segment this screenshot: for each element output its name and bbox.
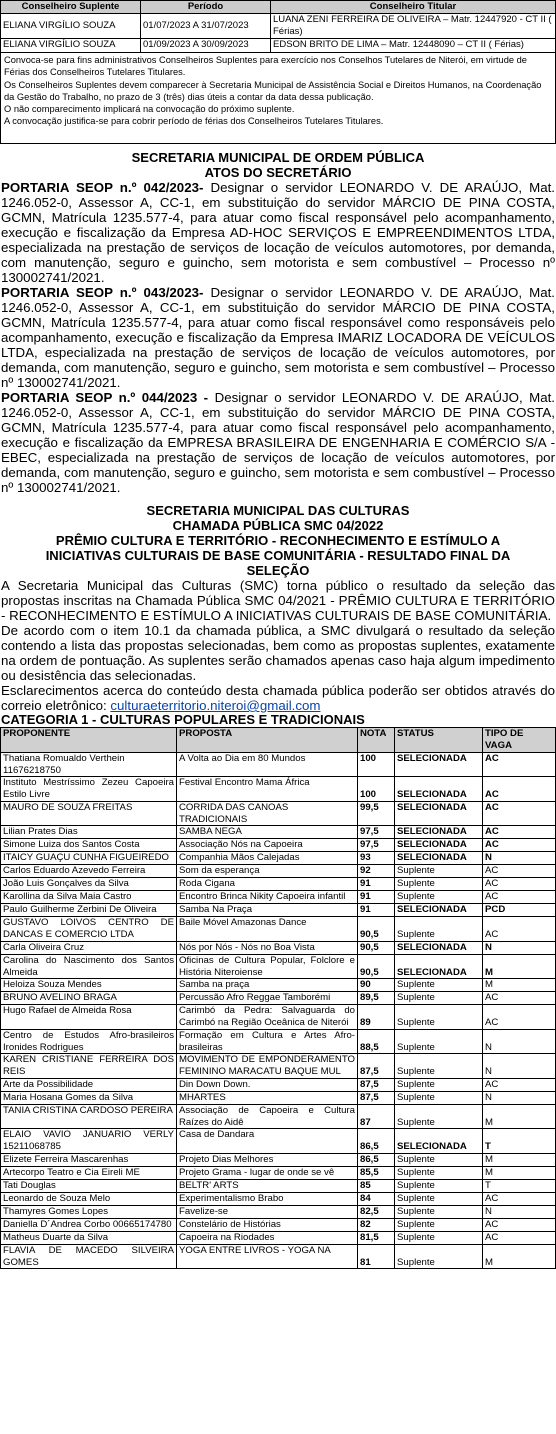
proponente-cell: Daniella D´Andrea Corbo 00665174780 bbox=[1, 1218, 177, 1231]
tipo-vaga-cell: M bbox=[483, 1166, 556, 1179]
portaria-042 bbox=[0, 180, 556, 285]
note-line: Os Conselheiros Suplentes devem comparecer à Secretaria Municipal de Assistência Social e Direitos Humanos, na Coordenação da Gestão do Trabalho, no prazo de 3 (três) dias úteis a contar da data dessa publicação. bbox=[4, 79, 542, 102]
proponente-cell: Carolina do Nascimento dos Santos Almeida bbox=[1, 954, 177, 979]
status-cell: Suplente bbox=[395, 1054, 483, 1079]
nota-cell: 85,5 bbox=[358, 1166, 395, 1179]
status-cell: SELECIONADA bbox=[395, 941, 483, 954]
smc-paragraph-2: De acordo com o item 10.1 da chamada pública, a SMC divulgará o resultado da seleção contendo a lista das propostas selecionadas, bem como as propostas suplentes, exatamente na ordem de pontuação. As suplentes serão chamados apenas caso haja algum impedimento ou desistência das selecionadas. bbox=[1, 623, 555, 683]
nota-cell: 86,5 bbox=[358, 1153, 395, 1166]
results-table bbox=[0, 727, 556, 1269]
table-row bbox=[1, 1091, 556, 1104]
proponente-cell: ITAICY GUAÇU CUNHA FIGUEIREDO bbox=[1, 852, 177, 865]
tipo-vaga-cell: N bbox=[483, 852, 556, 865]
status-cell: SELECIONADA bbox=[395, 839, 483, 852]
proposta-cell: Associação de Capoeira e Cultura Raízes do Aidê bbox=[177, 1104, 358, 1129]
col-header-suplente: Conselheiro Suplente bbox=[1, 1, 141, 14]
table-row bbox=[1, 39, 556, 53]
proponente-cell: FLAVIA DE MACEDO SILVEIRA GOMES bbox=[1, 1244, 177, 1269]
smc-subtitle: CHAMADA PÚBLICA SMC 04/2022 bbox=[172, 518, 384, 533]
table-row bbox=[1, 1192, 556, 1205]
tipo-vaga-cell: AC bbox=[483, 1078, 556, 1091]
portaria-text: Designar o servidor LEONARDO V. DE ARAÚJO, Mat. 1246.052-0, Assessor A, CC-1, em substituição do servidor MÁRCIO DE PINA COSTA, GCMN, Matrícula 1235.577-4, para atuar como fiscal responsável pelo acompanhamento, execução e fiscalização da Empresa AD-HOC SERVIÇOS E EMPREENDIMENTOS LTDA, especializada na prestação de serviços de locação de veículos automotores, por demanda, com manutenção, seguro e guincho, sem motorista e sem combustível – Processo nº 130002741/2021. bbox=[1, 180, 556, 285]
nota-cell: 89 bbox=[358, 1005, 395, 1030]
table-row bbox=[1, 1179, 556, 1192]
table-row bbox=[1, 979, 556, 992]
nota-cell: 81,5 bbox=[358, 1231, 395, 1244]
tipo-vaga-cell: M bbox=[483, 954, 556, 979]
nota-cell: 90 bbox=[358, 979, 395, 992]
nota-cell: 87,5 bbox=[358, 1078, 395, 1091]
col-header-nota: NOTA bbox=[358, 728, 395, 753]
tipo-vaga-cell: T bbox=[483, 1129, 556, 1154]
proposta-cell: Encontro Brinca Nikity Capoeira infantil bbox=[177, 891, 358, 904]
tipo-vaga-cell: M bbox=[483, 979, 556, 992]
smc-title: SECRETARIA MUNICIPAL DAS CULTURAS bbox=[146, 503, 410, 518]
tipo-vaga-cell: N bbox=[483, 1029, 556, 1054]
tipo-vaga-cell: N bbox=[483, 941, 556, 954]
table-row bbox=[1, 826, 556, 839]
table-cell: 01/07/2023 A 31/07/2023 bbox=[141, 14, 271, 39]
col-header-proponente: PROPONENTE bbox=[1, 728, 177, 753]
status-cell: SELECIONADA bbox=[395, 954, 483, 979]
status-cell: SELECIONADA bbox=[395, 904, 483, 917]
col-header-titular: Conselheiro Titular bbox=[271, 1, 556, 14]
proposta-cell: Constelário de Histórias bbox=[177, 1218, 358, 1231]
portaria-label: PORTARIA SEOP n.º 044/2023 - bbox=[1, 390, 209, 405]
proposta-cell: Samba Na Praça bbox=[177, 904, 358, 917]
proposta-cell: Som da esperança bbox=[177, 865, 358, 878]
tipo-vaga-cell: AC bbox=[483, 826, 556, 839]
tipo-vaga-cell: AC bbox=[483, 801, 556, 825]
status-cell: Suplente bbox=[395, 1179, 483, 1192]
table-row bbox=[1, 941, 556, 954]
status-cell: Suplente bbox=[395, 992, 483, 1005]
tipo-vaga-cell: AC bbox=[483, 878, 556, 891]
proposta-cell: A Volta ao Dia em 80 Mundos bbox=[177, 753, 358, 777]
proponente-cell: BRUNO AVELINO BRAGA bbox=[1, 992, 177, 1005]
smc-premio-title: PRÊMIO CULTURA E TERRITÓRIO - RECONHECIMENTO E ESTÍMULO A INICIATIVAS CULTURAIS DE BASE COMUNITÁRIA - RESULTADO FINAL DA SELEÇÃO bbox=[45, 533, 511, 578]
status-cell: Suplente bbox=[395, 865, 483, 878]
nota-cell: 100 bbox=[358, 753, 395, 777]
status-cell: SELECIONADA bbox=[395, 801, 483, 825]
nota-cell: 97,5 bbox=[358, 839, 395, 852]
tipo-vaga-cell: AC bbox=[483, 777, 556, 802]
proposta-cell: Roda Cigana bbox=[177, 878, 358, 891]
col-header-status: STATUS bbox=[395, 728, 483, 753]
proponente-cell: GUSTAVO LOIVOS CENTRO DE DANCAS E COMERCIO LTDA bbox=[1, 917, 177, 942]
proposta-cell: Festival Encontro Mama África bbox=[177, 777, 358, 802]
portaria-043 bbox=[0, 285, 556, 390]
status-cell: SELECIONADA bbox=[395, 852, 483, 865]
note-line: O não comparecimento implicará na convocação do próximo suplente. bbox=[4, 104, 295, 115]
proposta-cell: CORRIDA DAS CANOAS TRADICIONAIS bbox=[177, 801, 358, 825]
table-row bbox=[1, 1129, 556, 1154]
status-cell: Suplente bbox=[395, 1166, 483, 1179]
table-row bbox=[1, 1078, 556, 1091]
status-cell: Suplente bbox=[395, 1005, 483, 1030]
proposta-cell: Nós por Nós - Nós no Boa Vista bbox=[177, 941, 358, 954]
proponente-cell: Matheus Duarte da Silva bbox=[1, 1231, 177, 1244]
proposta-cell: Baile Móvel Amazonas Dance bbox=[177, 917, 358, 942]
table-row bbox=[1, 753, 556, 777]
table-row bbox=[1, 954, 556, 979]
nota-cell: 93 bbox=[358, 852, 395, 865]
table-row bbox=[1, 1153, 556, 1166]
proponente-cell: Elizete Ferreira Mascarenhas bbox=[1, 1153, 177, 1166]
table-row bbox=[1, 1029, 556, 1054]
proponente-cell: Artecorpo Teatro e Cia Eireli ME bbox=[1, 1166, 177, 1179]
proposta-cell: Percussão Afro Reggae Tamborémi bbox=[177, 992, 358, 1005]
nota-cell: 99,5 bbox=[358, 801, 395, 825]
status-cell: SELECIONADA bbox=[395, 826, 483, 839]
status-cell: Suplente bbox=[395, 1078, 483, 1091]
nota-cell: 90,5 bbox=[358, 941, 395, 954]
col-header-proposta: PROPOSTA bbox=[177, 728, 358, 753]
proponente-cell: Carla Oliveira Cruz bbox=[1, 941, 177, 954]
tipo-vaga-cell: N bbox=[483, 1205, 556, 1218]
nota-cell: 92 bbox=[358, 865, 395, 878]
tipo-vaga-cell: N bbox=[483, 1054, 556, 1079]
suplentes-table bbox=[0, 0, 556, 53]
proponente-cell: Maria Hosana Gomes da Silva bbox=[1, 1091, 177, 1104]
table-cell: 01/09/2023 A 30/09/2023 bbox=[141, 39, 271, 53]
table-row bbox=[1, 1231, 556, 1244]
status-cell: Suplente bbox=[395, 1091, 483, 1104]
proponente-cell: Lilian Prates Dias bbox=[1, 826, 177, 839]
proponente-cell: Centro de Estudos Afro-brasileiros Ironides Rodrigues bbox=[1, 1029, 177, 1054]
results-body bbox=[1, 753, 556, 1269]
tipo-vaga-cell: M bbox=[483, 1244, 556, 1269]
status-cell: Suplente bbox=[395, 1205, 483, 1218]
table-row bbox=[1, 839, 556, 852]
portaria-044 bbox=[0, 390, 556, 495]
nota-cell: 82,5 bbox=[358, 1205, 395, 1218]
seop-title: SECRETARIA MUNICIPAL DE ORDEM PÚBLICA bbox=[131, 150, 425, 165]
status-cell: Suplente bbox=[395, 878, 483, 891]
proponente-cell: Thatiana Romualdo Verthein 11676218750 bbox=[1, 753, 177, 777]
status-cell: Suplente bbox=[395, 1231, 483, 1244]
proposta-cell: Projeto Grama - lugar de onde se vê bbox=[177, 1166, 358, 1179]
proposta-cell: Din Down Down. bbox=[177, 1078, 358, 1091]
table-row bbox=[1, 1166, 556, 1179]
nota-cell: 88,5 bbox=[358, 1029, 395, 1054]
nota-cell: 90,5 bbox=[358, 917, 395, 942]
proposta-cell: Capoeira na Riodades bbox=[177, 1231, 358, 1244]
nota-cell: 91 bbox=[358, 891, 395, 904]
col-header-tipo: TIPO DE VAGA bbox=[483, 728, 556, 753]
table-row bbox=[1, 852, 556, 865]
proponente-cell: Karollina da Silva Maia Castro bbox=[1, 891, 177, 904]
proposta-cell: Formação em Cultura e Artes Afro-brasileiras bbox=[177, 1029, 358, 1054]
proponente-cell: KAREN CRISTIANE FERREIRA DOS REIS bbox=[1, 1054, 177, 1079]
portaria-label: PORTARIA SEOP n.º 043/2023- bbox=[1, 285, 204, 300]
tipo-vaga-cell: AC bbox=[483, 1218, 556, 1231]
proponente-cell: Heloiza Souza Mendes bbox=[1, 979, 177, 992]
convocation-note bbox=[0, 53, 556, 144]
proponente-cell: Carlos Eduardo Azevedo Ferreira bbox=[1, 865, 177, 878]
category-title: CATEGORIA 1 - CULTURAS POPULARES E TRADICIONAIS bbox=[1, 712, 365, 727]
smc-paragraph-3 bbox=[0, 683, 556, 713]
proposta-cell: SAMBA NEGA bbox=[177, 826, 358, 839]
proposta-cell: Experimentalismo Brabo bbox=[177, 1192, 358, 1205]
nota-cell: 97,5 bbox=[358, 826, 395, 839]
nota-cell: 87 bbox=[358, 1104, 395, 1129]
note-line: A convocação justifica-se para cobrir período de férias dos Conselheiros Tutelares Titulares. bbox=[4, 116, 384, 127]
table-row bbox=[1, 878, 556, 891]
table-row bbox=[1, 801, 556, 825]
table-row bbox=[1, 904, 556, 917]
table-row bbox=[1, 992, 556, 1005]
status-cell: Suplente bbox=[395, 1244, 483, 1269]
nota-cell: 90,5 bbox=[358, 954, 395, 979]
proponente-cell: Instituto Mestríssimo Zezeu Capoeira Estilo Livre bbox=[1, 777, 177, 802]
table-cell: ELIANA VIRGÍLIO SOUZA bbox=[1, 39, 141, 53]
table-row bbox=[1, 865, 556, 878]
tipo-vaga-cell: PCD bbox=[483, 904, 556, 917]
nota-cell: 91 bbox=[358, 878, 395, 891]
portaria-text: Designar o servidor LEONARDO V. DE ARAÚJO, Mat. 1246.052-0, Assessor A, CC-1, em substituição do servidor MÁRCIO DE PINA COSTA, GCMN, Matrícula 1235.577-4, para atuar como fiscal responsável como responsáveis pelo acompanhamento, execução e fiscalização da Empresa IMARIZ LOCADORA DE VEÍCULOS LTDA, especializada na prestação de serviços de locação de veículos automotores, por demanda, com manutenção, seguro e guincho, sem motorista e sem combustível – Processo nº 130002741/2021. bbox=[1, 285, 556, 390]
proposta-cell: BELTR' ARTS bbox=[177, 1179, 358, 1192]
col-header-periodo: Período bbox=[141, 1, 271, 14]
table-cell: LUANA ZENI FERREIRA DE OLIVEIRA – Matr. 12447920 - CT II ( Férias) bbox=[271, 14, 556, 39]
status-cell: Suplente bbox=[395, 1192, 483, 1205]
table-row bbox=[1, 777, 556, 802]
proponente-cell: Tati Douglas bbox=[1, 1179, 177, 1192]
proponente-cell: ELAIO VAVIO JANUARIO VERLY 15211068785 bbox=[1, 1129, 177, 1154]
proposta-cell: Projeto Dias Melhores bbox=[177, 1153, 358, 1166]
nota-cell: 89,5 bbox=[358, 992, 395, 1005]
proponente-cell: MAURO DE SOUZA FREITAS bbox=[1, 801, 177, 825]
email-link[interactable]: culturaeterritorio.niteroi@gmail.com bbox=[110, 698, 321, 713]
table-row bbox=[1, 1205, 556, 1218]
nota-cell: 91 bbox=[358, 904, 395, 917]
nota-cell: 87,5 bbox=[358, 1091, 395, 1104]
status-cell: SELECIONADA bbox=[395, 753, 483, 777]
status-cell: SELECIONADA bbox=[395, 777, 483, 802]
tipo-vaga-cell: AC bbox=[483, 891, 556, 904]
proposta-cell: Oficinas de Cultura Popular, Folclore e História Niteroiense bbox=[177, 954, 358, 979]
proponente-cell: Paulo Guilherme Zerbini De Oliveira bbox=[1, 904, 177, 917]
nota-cell: 86,5 bbox=[358, 1129, 395, 1154]
tipo-vaga-cell: T bbox=[483, 1179, 556, 1192]
proponente-cell: Hugo Rafael de Almeida Rosa bbox=[1, 1005, 177, 1030]
status-cell: Suplente bbox=[395, 979, 483, 992]
tipo-vaga-cell: AC bbox=[483, 865, 556, 878]
table-row bbox=[1, 917, 556, 942]
smc-paragraph-1: A Secretaria Municipal das Culturas (SMC) torna público o resultado da seleção das propostas inscritas na Chamada Pública SMC 04/2021 - PRÊMIO CULTURA E TERRITÓRIO - RECONHECIMENTO E ESTÍMULO A INICIATIVAS CULTURAIS DE BASE COMUNITÁRIA. bbox=[1, 578, 555, 623]
portaria-text: Designar o servidor LEONARDO V. DE ARAÚJO, Mat. 1246.052-0, Assessor A, CC-1, em substituição do servidor MÁRCIO DE PINA COSTA, GCMN, Matrícula 1235.577-4, para atuar como fiscal responsável pelo acompanhamento, execução e fiscalização da EMPRESA BRASILEIRA DE ENGENHARIA E COMÉRCIO S/A - EBEC, especializada na prestação de serviços de locação de veículos automotores, por demanda, com manutenção, seguro e guincho, sem motorista e sem combustível – Processo nº 130002741/2021. bbox=[1, 390, 555, 495]
tipo-vaga-cell: AC bbox=[483, 839, 556, 852]
table-row bbox=[1, 891, 556, 904]
table-cell: ELIANA VIRGÍLIO SOUZA bbox=[1, 14, 141, 39]
table-cell: EDSON BRITO DE LIMA – Matr. 12448090 – CT II ( Férias) bbox=[271, 39, 556, 53]
nota-cell: 81 bbox=[358, 1244, 395, 1269]
tipo-vaga-cell: M bbox=[483, 1153, 556, 1166]
tipo-vaga-cell: N bbox=[483, 1091, 556, 1104]
proposta-cell: Carimbó da Pedra: Salvaguarda do Carimbó na Região Oceânica de Niterói bbox=[177, 1005, 358, 1030]
contact-text: Esclarecimentos acerca do conteúdo desta chamada pública poderão ser obtidos através do correio eletrônico: bbox=[1, 683, 555, 713]
status-cell: Suplente bbox=[395, 1104, 483, 1129]
tipo-vaga-cell: AC bbox=[483, 1192, 556, 1205]
proposta-cell: Favelize-se bbox=[177, 1205, 358, 1218]
status-cell: Suplente bbox=[395, 1029, 483, 1054]
proponente-cell: João Luis Gonçalves da Silva bbox=[1, 878, 177, 891]
proposta-cell: YOGA ENTRE LIVROS - YOGA NA bbox=[177, 1244, 358, 1269]
tipo-vaga-cell: AC bbox=[483, 1231, 556, 1244]
status-cell: Suplente bbox=[395, 891, 483, 904]
proponente-cell: TANIA CRISTINA CARDOSO PEREIRA bbox=[1, 1104, 177, 1129]
status-cell: Suplente bbox=[395, 1153, 483, 1166]
proposta-cell: MHARTES bbox=[177, 1091, 358, 1104]
tipo-vaga-cell: AC bbox=[483, 992, 556, 1005]
proposta-cell: Companhia Mãos Calejadas bbox=[177, 852, 358, 865]
proposta-cell: Samba na praça bbox=[177, 979, 358, 992]
proposta-cell: MOVIMENTO DE EMPONDERAMENTO FEMININO MARACATU BAQUE MUL bbox=[177, 1054, 358, 1079]
nota-cell: 84 bbox=[358, 1192, 395, 1205]
proponente-cell: Arte da Possibilidade bbox=[1, 1078, 177, 1091]
proposta-cell: Associação Nós na Capoeira bbox=[177, 839, 358, 852]
nota-cell: 82 bbox=[358, 1218, 395, 1231]
tipo-vaga-cell: AC bbox=[483, 917, 556, 942]
note-line: Convoca-se para fins administrativos Conselheiros Suplentes para exercício nos Conselhos Tutelares de Niterói, em virtude de Férias dos Conselheiros Tutelares Titulares. bbox=[4, 55, 527, 78]
nota-cell: 87,5 bbox=[358, 1054, 395, 1079]
proposta-cell: Casa de Dandara bbox=[177, 1129, 358, 1154]
proponente-cell: Leonardo de Souza Melo bbox=[1, 1192, 177, 1205]
tipo-vaga-cell: AC bbox=[483, 1005, 556, 1030]
table-row bbox=[1, 1244, 556, 1269]
tipo-vaga-cell: AC bbox=[483, 753, 556, 777]
status-cell: SELECIONADA bbox=[395, 1129, 483, 1154]
proponente-cell: Simone Luiza dos Santos Costa bbox=[1, 839, 177, 852]
status-cell: Suplente bbox=[395, 1218, 483, 1231]
nota-cell: 100 bbox=[358, 777, 395, 802]
table-row bbox=[1, 1054, 556, 1079]
nota-cell: 85 bbox=[358, 1179, 395, 1192]
table-row bbox=[1, 1104, 556, 1129]
proponente-cell: Thamyres Gomes Lopes bbox=[1, 1205, 177, 1218]
tipo-vaga-cell: M bbox=[483, 1104, 556, 1129]
seop-subtitle: ATOS DO SECRETÁRIO bbox=[204, 165, 352, 180]
table-row bbox=[1, 14, 556, 39]
portaria-label: PORTARIA SEOP n.º 042/2023- bbox=[1, 180, 204, 195]
table-row bbox=[1, 1005, 556, 1030]
status-cell: Suplente bbox=[395, 917, 483, 942]
table-row bbox=[1, 1218, 556, 1231]
